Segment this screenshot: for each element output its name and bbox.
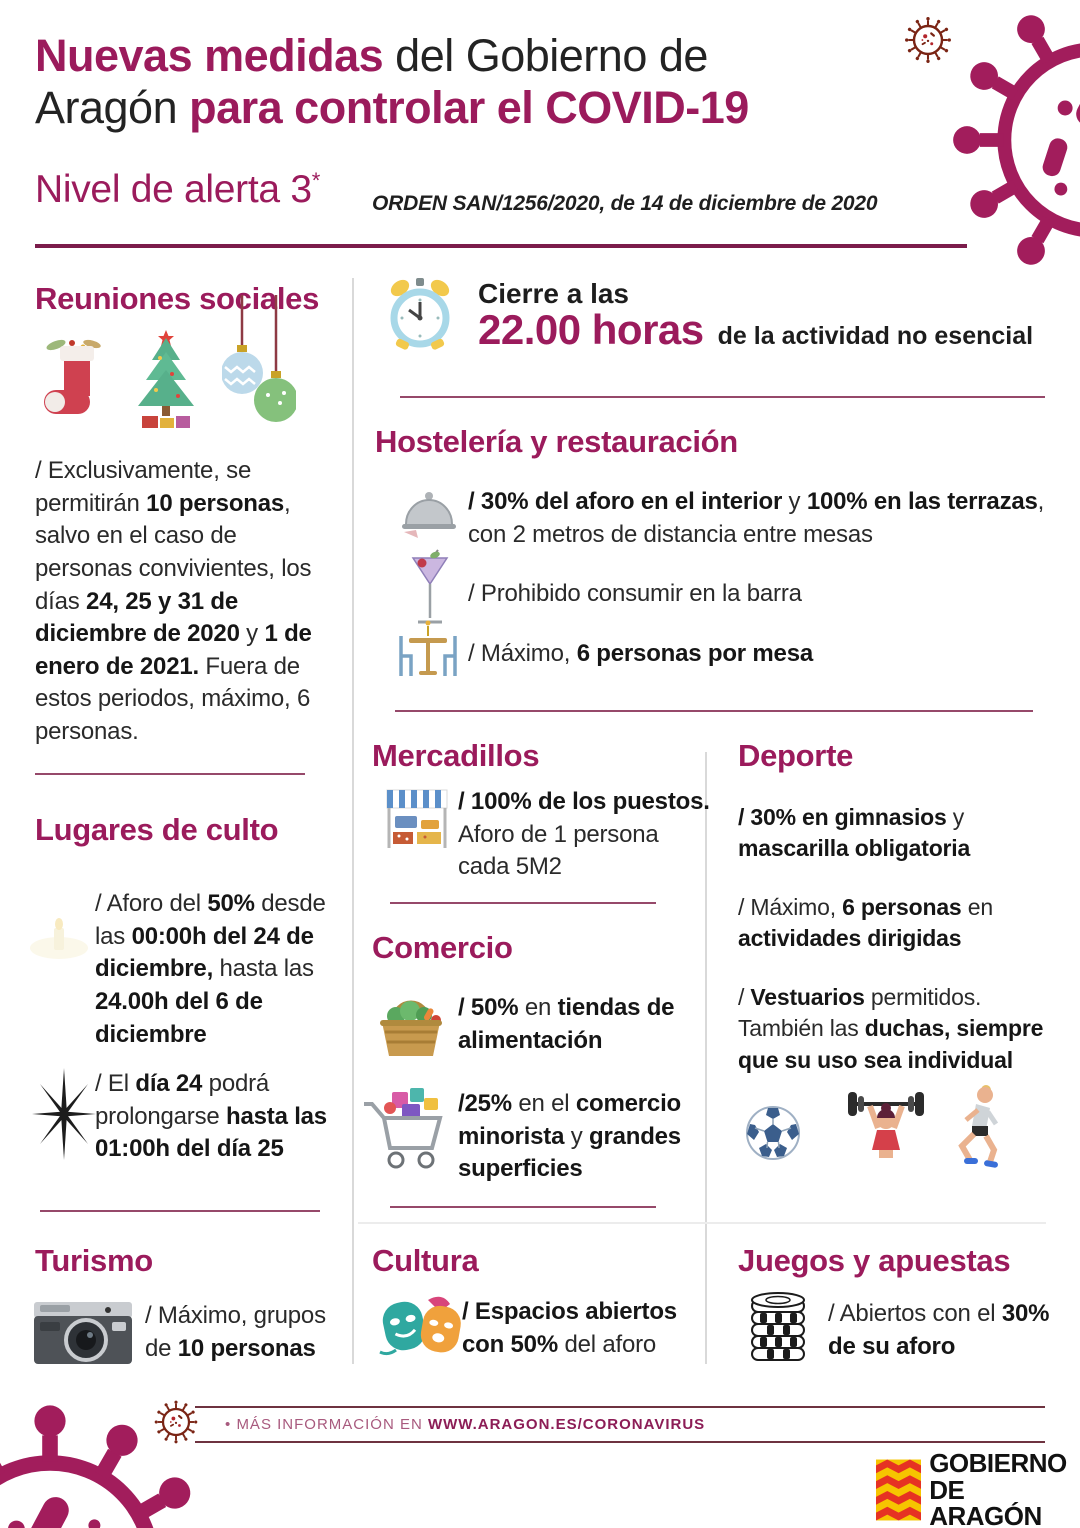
section-divider [390, 1206, 656, 1208]
candle-icon [28, 916, 90, 968]
logo-line1: GOBIERNO [929, 1448, 1067, 1478]
footer-divider-bottom [195, 1441, 1045, 1443]
hosteleria-rule-2: / Prohibido consumir en la barra [468, 580, 802, 607]
cultura-rule: / Espacios abiertos con 50% del aforo [462, 1298, 677, 1358]
section-divider [400, 396, 1045, 398]
closure-post-text: de la actividad no esencial [717, 322, 1034, 350]
soccer-ball-icon [744, 1104, 802, 1162]
theater-masks-icon [376, 1292, 470, 1358]
section-divider [40, 1210, 320, 1212]
footer-bullet: • [225, 1416, 232, 1433]
aragon-flag-icon [876, 1459, 921, 1521]
comercio-rule-1: / 50% en tiendas de alimentación [458, 994, 675, 1054]
star-sparkle-icon [28, 1068, 100, 1160]
footer-info-text: MÁS INFORMACIÓN EN [236, 1416, 428, 1433]
logo-text [929, 1450, 1080, 1528]
hosteleria-rule-3: / Máximo, 6 personas por mesa [468, 640, 813, 667]
gobierno-aragon-logo [876, 1450, 1080, 1528]
stocking-icon [42, 336, 106, 428]
turismo-rule: / Máximo, grupos de 10 personas [145, 1302, 326, 1362]
juegos-rule: / Abiertos con el 30% de su aforo [828, 1300, 1050, 1360]
camera-icon [32, 1290, 134, 1370]
shopping-cart-icon [362, 1084, 454, 1172]
section-heading-juegos: Juegos y apuestas [738, 1243, 1011, 1278]
page-title [35, 30, 865, 134]
mercadillos-rule: / 100% de los puestos. Aforo de 1 persona cada 5M2 [458, 788, 710, 881]
row-divider-soft [358, 1222, 1046, 1224]
comercio-rule-2: /25% en el comercio minorista y grandes superficies [458, 1090, 682, 1183]
section-divider [35, 773, 305, 775]
alert-asterisk: * [311, 168, 320, 193]
deporte-rule-1: / 30% en gimnasios y mascarilla obligatoria [738, 804, 971, 862]
column-divider-left [352, 278, 354, 1364]
section-heading-lugares-culto: Lugares de culto [35, 812, 279, 847]
section-heading-cultura: Cultura [372, 1243, 479, 1278]
section-heading-hosteleria: Hostelería y restauración [375, 424, 738, 459]
runner-icon [944, 1082, 1010, 1168]
footer-info [225, 1416, 705, 1433]
lugares-culto-rule-2: / El día 24 podrá prolongarse hasta las 01:00h del día 25 [95, 1070, 327, 1163]
logo-line2: DE ARAGÓN [929, 1474, 1042, 1528]
section-heading-mercadillos: Mercadillos [372, 738, 540, 773]
section-heading-comercio: Comercio [372, 930, 513, 965]
cloche-icon [400, 488, 458, 538]
section-heading-reuniones: Reuniones sociales [35, 281, 320, 316]
order-reference: ORDEN SAN/1256/2020, de 14 de diciembre de 2020 [372, 192, 878, 215]
poker-chips-icon [748, 1286, 808, 1362]
section-divider [395, 710, 1033, 712]
closure-pre-text: Cierre a las [478, 278, 629, 309]
section-heading-deporte: Deporte [738, 738, 854, 773]
ornaments-icon [222, 295, 296, 427]
footer-info-url: WWW.ARAGON.ES/CORONAVIRUS [427, 1416, 706, 1433]
grocery-basket-icon [374, 986, 448, 1060]
reuniones-body: / Exclusivamente, se permitirán 10 personas, salvo en el caso de personas convivientes, los días 24, 25 y 31 de diciembre de 2020 y 1 de enero de 2021. Fuera de estos periodos, máximo, 6 personas. [35, 457, 312, 745]
alert-level: Nivel de alerta 3* [35, 168, 320, 211]
alarm-clock-icon [388, 276, 452, 352]
deporte-rule-2: / Máximo, 6 personas en actividades dirigidas [738, 894, 993, 952]
christmas-tree-icon [128, 330, 204, 430]
virus-icon-large-top-right [935, 0, 1080, 300]
page-title-line2: Aragón para controlar el COVID-19 [35, 82, 749, 134]
virus-icon-dotted-bottom-left [150, 1396, 202, 1448]
weightlifting-icon [846, 1086, 926, 1172]
hosteleria-rule-1: / 30% del aforo en el interior y 100% en las terrazas, con 2 metros de distancia entre mesas [468, 488, 1045, 548]
deporte-rule-3: / Vestuarios permitidos. También las duchas, siempre que su uso sea individual [738, 984, 1044, 1073]
page-title-line1: Nuevas medidas del Gobierno de [35, 30, 708, 81]
header-divider [35, 244, 967, 248]
table-chairs-icon [395, 618, 461, 682]
footer-divider-top [195, 1406, 1045, 1408]
section-divider [390, 902, 656, 904]
section-heading-turismo: Turismo [35, 1243, 153, 1278]
lugares-culto-rule-1: / Aforo del 50% desde las 00:00h del 24 de diciembre, hasta las 24.00h del 6 de diciembre [95, 890, 326, 1048]
market-stall-icon [383, 786, 451, 854]
closure-time: 22.00 horas [478, 306, 704, 353]
